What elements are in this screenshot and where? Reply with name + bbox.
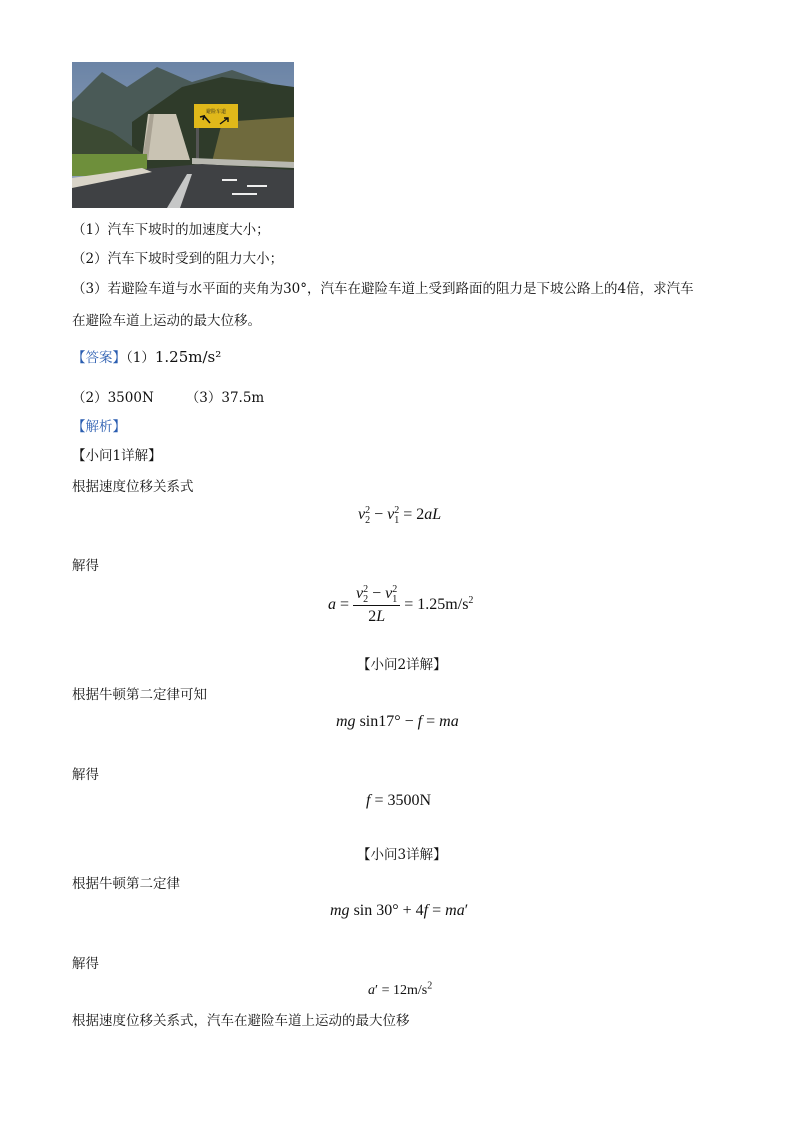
answer-part1-value: 1.25m/s²	[154, 348, 222, 366]
final-line: 根据速度位移关系式，汽车在避险车道上运动的最大位移	[72, 1013, 410, 1029]
answer-part3: （3）37.5m	[185, 390, 265, 406]
sub1-equation-1: $v_2^2 - v_1^2 = 2aL$	[358, 504, 442, 527]
sub3-equation-2: $a' = 12m/s^2$	[368, 980, 433, 998]
sub3-equation-1: mg sin 30° + 4f = ma′	[330, 902, 469, 919]
ramp-sign-text: 避险车道	[205, 109, 227, 115]
answer-part2: （2）3500N	[72, 390, 154, 406]
sub2-equation-2: f = 3500N	[366, 792, 432, 809]
sub2-heading: 【小问2详解】	[357, 657, 447, 673]
question-3-line-2: 在避险车道上运动的最大位移。	[72, 313, 261, 329]
sub2-equation-1: mg sin17° − f = ma	[336, 713, 459, 730]
ramp-sign	[194, 104, 238, 128]
sub3-heading: 【小问3详解】	[357, 847, 447, 863]
question-2: （2）汽车下坡时受到的阻力大小；	[72, 251, 284, 267]
sub1-solve-label: 解得	[72, 558, 99, 574]
question-1: （1）汽车下坡时的加速度大小；	[72, 222, 270, 238]
answer-line-2	[72, 389, 264, 407]
question-3-line-1: （3）若避险车道与水平面的夹角为30°，汽车在避险车道上受到路面的阻力是下坡公路上的4倍，求汽车	[72, 281, 694, 297]
sub3-solve-label: 解得	[72, 956, 99, 972]
answer-part1-label: （1）	[126, 350, 155, 366]
sub1-equation-2: a = $\frac{v_2^2 - v_1^2}{2L}$ = $1.25m/s^2$	[328, 583, 474, 625]
escape-ramp-photo	[72, 62, 294, 208]
sub2-intro: 根据牛顿第二定律可知	[72, 687, 207, 703]
sub1-intro: 根据速度位移关系式	[72, 479, 194, 495]
answer-line-1	[72, 348, 221, 367]
analysis-tag: 【解析】	[72, 419, 126, 435]
answer-tag: 【答案】	[72, 350, 126, 366]
sub1-heading: 【小问1详解】	[72, 448, 162, 464]
sub2-solve-label: 解得	[72, 767, 99, 783]
sub3-intro: 根据牛顿第二定律	[72, 876, 180, 892]
